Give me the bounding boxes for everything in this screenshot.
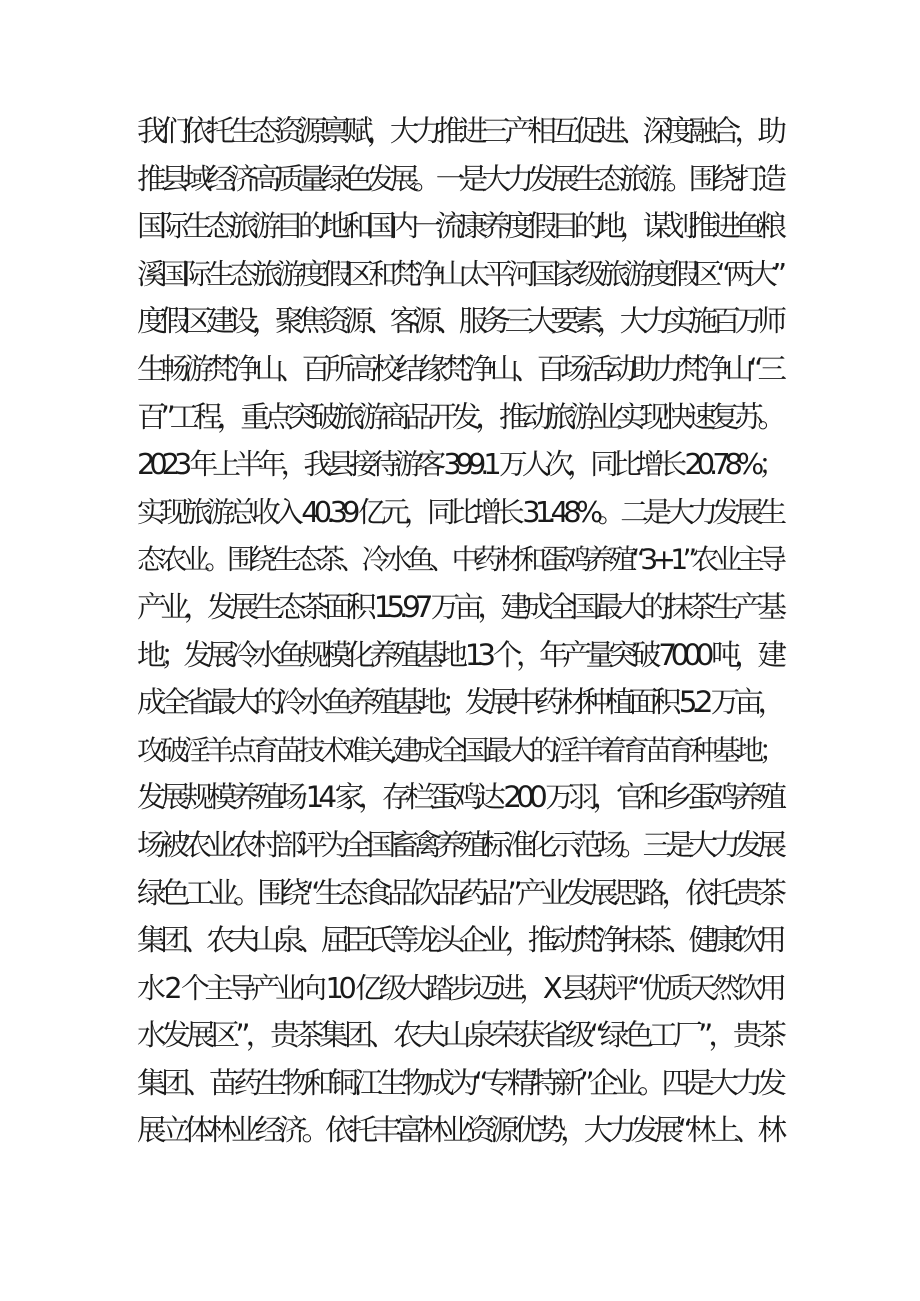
document-line: 百”工程，重点突破旅游商品开发，推动旅游业实现快速复苏。 xyxy=(137,399,782,434)
document-line: 态农业。围绕生态茶、冷水鱼、中药材和蛋鸡养殖“3+1”农业主导 xyxy=(137,543,782,577)
document-line: 发展规模养殖场 14 家，存栏蛋鸡达 200 万羽，官和乡蛋鸡养殖 xyxy=(137,780,782,815)
document-line: 场被农业农村部评为全国畜禽养殖标准化示范场。三是大力发展 xyxy=(137,827,781,862)
document-line: 展立体林业经济。依托丰富林业资源优势，大力发展“林上、林 xyxy=(137,1113,782,1148)
document-line: 攻破淫羊点育苗技术难关,建成全国最大的淫羊着育苗育种基地； xyxy=(137,733,782,767)
document-line: 溪国际生态旅游度假区和梵净山太平河国家级旅游度假区“两大” xyxy=(137,256,782,291)
document-line: 我们依托生态资源禀赋，大力推进三产相互促进、深度融合，助 xyxy=(137,114,781,148)
document-line: 地；发展冷水鱼规模化养殖基地 13 个，年产量突破 7000 吨，建 xyxy=(137,637,781,672)
document-line: 集团、农夫山泉、屈臣氏等龙头企业，推动梵净抹茶、健康饮用 xyxy=(137,923,781,958)
document-line: 度假区建设，聚焦资源、客源、服务三大要素，大力实施百万师 xyxy=(137,304,781,339)
document-line: 推县域经济高质量绿色发展。一是大力发展生态旅游。围绕打造 xyxy=(137,161,781,196)
document-body-text xyxy=(137,108,787,1155)
document-line: 水发展区”，贵茶集团、农夫山泉荣获省级“绿色工厂”，贵茶 xyxy=(137,1018,783,1053)
document-line: 集团、苗药生物和铜江生物成为“专精特新”企业。四是大力发 xyxy=(137,1065,782,1100)
document-line: 成全省最大的冷水鱼养殖基地；发展中药材种植面积 5.2 万亩， xyxy=(137,685,781,720)
document-line: 生畅游梵净山、百所高校结缘梵净山、百场活动助力梵净山“三 xyxy=(137,351,782,386)
document-line: 产业，发展生态茶面积 15.97 万亩，建成全国最大的抹茶生产基 xyxy=(137,589,781,624)
document-line: 国际生态旅游目的地和国内一流康养度假目的地，谋划推进鱼粮 xyxy=(137,209,781,244)
document-line: 实现旅游总收入 40.39 亿元，同比增长 31.48%。二是大力发展生 xyxy=(137,494,782,529)
document-line: 2023 年上半年，我县接待游客 399.1 万人次，同比增长 20.78%； xyxy=(137,447,782,482)
document-line: 绿色工业。围绕“生态食品饮品药品”产业发展思路，依托贵茶 xyxy=(137,875,782,910)
document-line: 水 2 个主导产业向 10 亿级大踏步迈进，X 县获评“优质天然饮用 xyxy=(137,970,782,1005)
